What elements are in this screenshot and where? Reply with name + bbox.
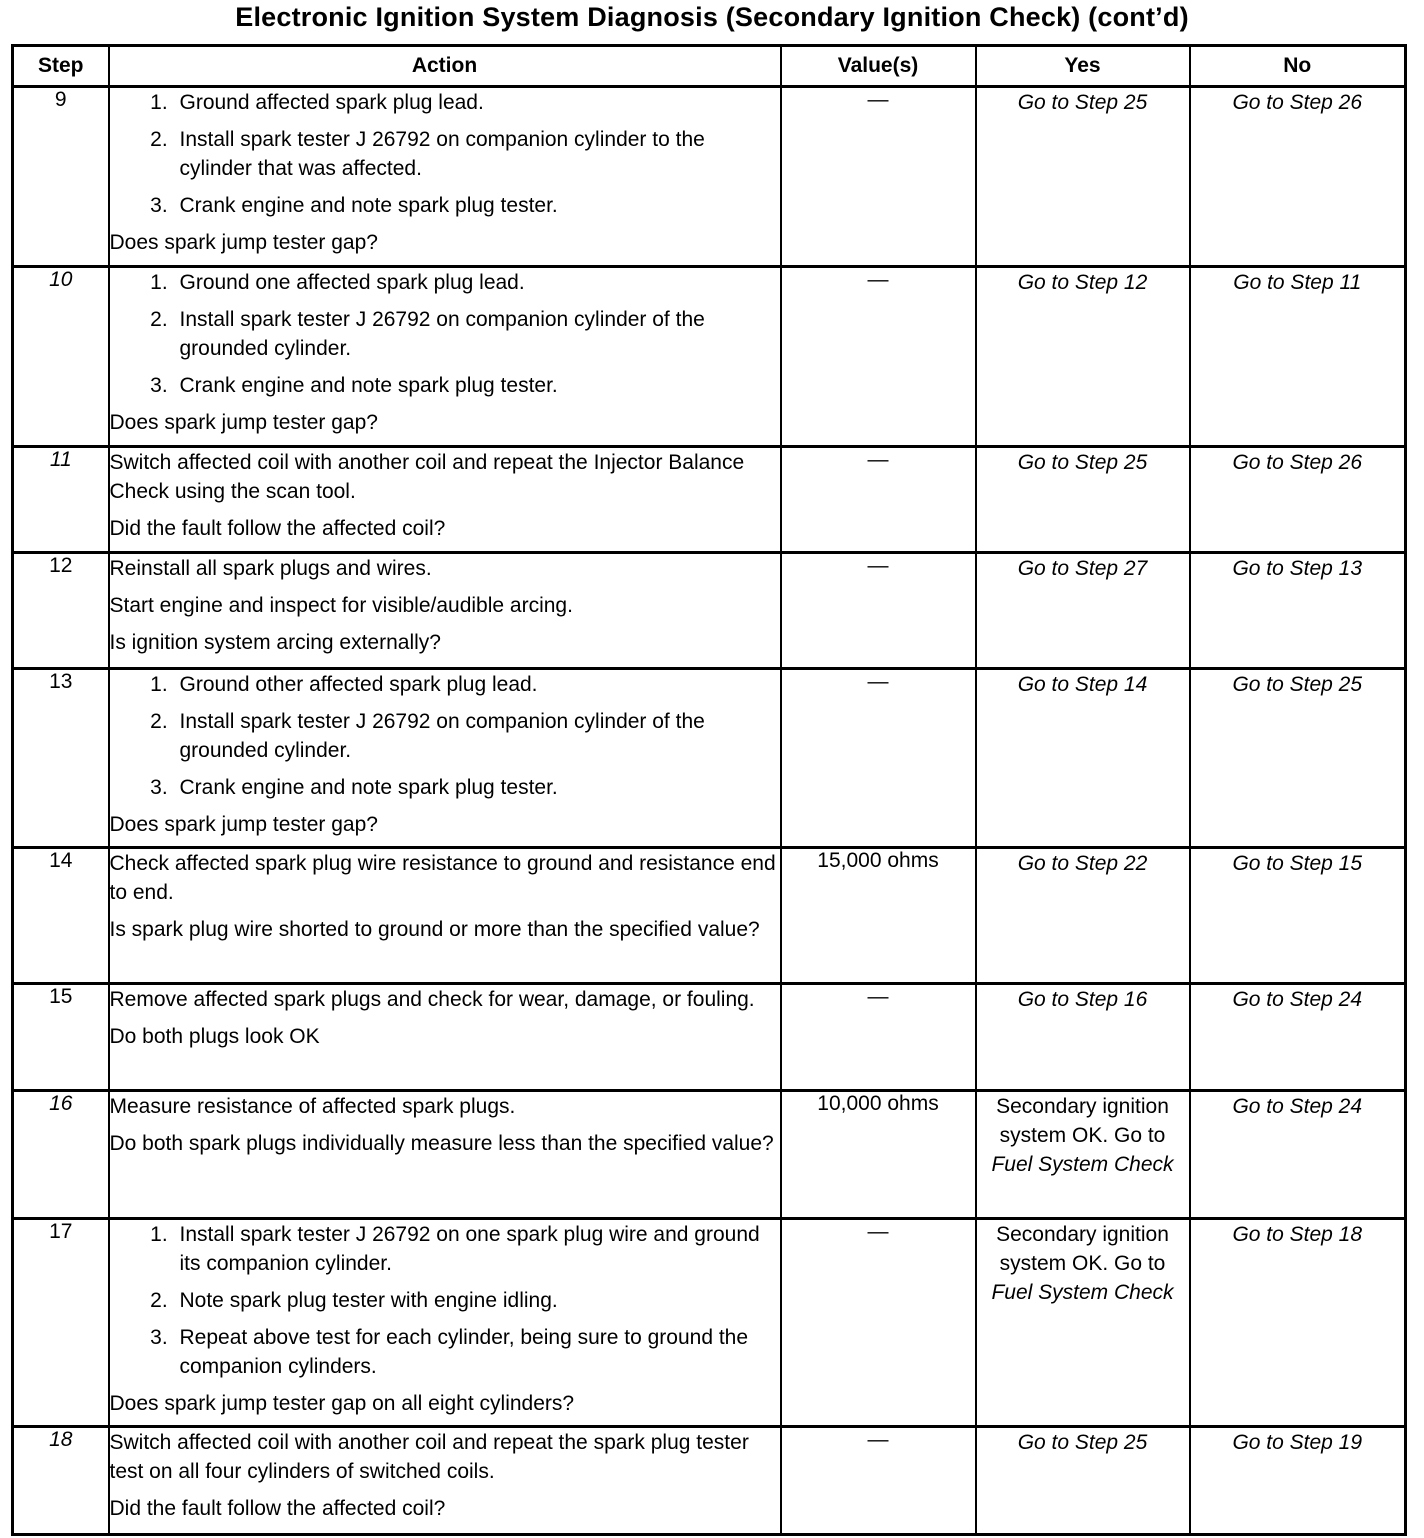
action-question: Is spark plug wire shorted to ground or more than the specified value? [109,918,760,941]
action-list [110,268,780,400]
fuel-system-check-link[interactable]: Fuel System Check [991,1281,1174,1304]
action-text: Check affected spark plug wire resistance to ground and resistance end to end. [109,852,776,904]
action-question: Do both plugs look OK [109,1025,320,1048]
action-text: Measure resistance of affected spark plugs. [109,1095,516,1118]
step-number: 16 [13,1091,109,1219]
action-item: 3. Crank engine and note spark plug tester. [174,371,780,400]
action-question: Did the fault follow the affected coil? [109,517,446,540]
action-question: Is ignition system arcing externally? [109,631,441,654]
action-item: 2. Note spark plug tester with engine idling. [174,1286,780,1315]
action-cell [109,267,781,447]
action-question: Does spark jump tester gap on all eight cylinders? [109,1392,575,1415]
step-number: 14 [13,848,109,984]
no-cell: Go to Step 13 [1190,553,1406,669]
header-row [13,46,1406,87]
value-cell: — [781,669,976,848]
step-number: 11 [13,447,109,553]
yes-cell: Go to Step 27 [976,553,1190,669]
action-text: Start engine and inspect for visible/audible arcing. [109,594,573,617]
no-cell: Go to Step 11 [1190,267,1406,447]
header-action: Action [109,46,781,87]
no-cell: Go to Step 24 [1190,984,1406,1091]
action-text: Switch affected coil with another coil and repeat the Injector Balance Check using the scan tool. [109,451,745,503]
diagnosis-table [11,44,1407,1536]
table-row [13,553,1406,669]
table-row [13,669,1406,848]
yes-cell: Go to Step 25 [976,87,1190,267]
step-number: 12 [13,553,109,669]
value-cell: — [781,1427,976,1535]
action-text: Remove affected spark plugs and check for wear, damage, or fouling. [109,988,755,1011]
no-cell: Go to Step 26 [1190,87,1406,267]
table-row [13,1219,1406,1427]
action-item: 2. Install spark tester J 26792 on companion cylinder of the grounded cylinder. [174,305,780,363]
yes-cell [976,1219,1190,1427]
action-cell [109,1427,781,1535]
yes-text: Secondary ignition system OK. Go to [996,1223,1169,1275]
action-cell [109,447,781,553]
action-item: 2. Install spark tester J 26792 on companion cylinder to the cylinder that was affected. [174,125,780,183]
action-cell [109,87,781,267]
step-number: 18 [13,1427,109,1535]
yes-text: Secondary ignition system OK. Go to [996,1095,1169,1147]
page-title: Electronic Ignition System Diagnosis (Secondary Ignition Check) (cont’d) [235,2,1189,32]
step-number: 9 [13,87,109,267]
header-step: Step [13,46,109,87]
action-cell [109,669,781,848]
table-row [13,984,1406,1091]
action-question: Does spark jump tester gap? [109,813,378,836]
table-row [13,87,1406,267]
value-cell: 10,000 ohms [781,1091,976,1219]
action-question: Does spark jump tester gap? [109,231,378,254]
no-cell: Go to Step 26 [1190,447,1406,553]
step-number: 15 [13,984,109,1091]
yes-cell [976,1091,1190,1219]
header-values: Value(s) [781,46,976,87]
action-item: 3. Crank engine and note spark plug tester. [174,191,780,220]
value-cell: 15,000 ohms [781,848,976,984]
action-text: Switch affected coil with another coil and repeat the spark plug tester test on all four cylinders of switched coils. [109,1431,749,1483]
value-cell: — [781,87,976,267]
header-yes: Yes [976,46,1190,87]
table-row [13,267,1406,447]
value-cell: — [781,267,976,447]
action-cell [109,1091,781,1219]
action-item: 1. Ground affected spark plug lead. [174,88,780,117]
value-cell: — [781,447,976,553]
value-cell: — [781,553,976,669]
action-item: 2. Install spark tester J 26792 on companion cylinder of the grounded cylinder. [174,707,780,765]
action-list [110,88,780,220]
yes-cell: Go to Step 25 [976,447,1190,553]
table-row [13,1427,1406,1535]
action-text: Reinstall all spark plugs and wires. [109,557,432,580]
action-cell [109,984,781,1091]
action-cell [109,553,781,669]
no-cell: Go to Step 24 [1190,1091,1406,1219]
action-item: 3. Repeat above test for each cylinder, being sure to ground the companion cylinders. [174,1323,780,1381]
action-cell [109,848,781,984]
value-cell: — [781,984,976,1091]
no-cell: Go to Step 18 [1190,1219,1406,1427]
action-question: Do both spark plugs individually measure less than the specified value? [109,1132,774,1155]
table-row [13,447,1406,553]
yes-cell: Go to Step 22 [976,848,1190,984]
no-cell: Go to Step 15 [1190,848,1406,984]
step-number: 10 [13,267,109,447]
action-item: 3. Crank engine and note spark plug tester. [174,773,780,802]
yes-cell: Go to Step 25 [976,1427,1190,1535]
action-item: 1. Ground other affected spark plug lead. [174,670,780,699]
table-row [13,1091,1406,1219]
step-number: 17 [13,1219,109,1427]
action-question: Did the fault follow the affected coil? [109,1497,446,1520]
header-no: No [1190,46,1406,87]
step-number: 13 [13,669,109,848]
no-cell: Go to Step 19 [1190,1427,1406,1535]
yes-cell: Go to Step 14 [976,669,1190,848]
action-cell [109,1219,781,1427]
yes-cell: Go to Step 12 [976,267,1190,447]
yes-cell: Go to Step 16 [976,984,1190,1091]
action-item: 1. Install spark tester J 26792 on one spark plug wire and ground its companion cylinder. [174,1220,780,1278]
action-list [110,1220,780,1381]
action-question: Does spark jump tester gap? [109,411,378,434]
value-cell: — [781,1219,976,1427]
fuel-system-check-link[interactable]: Fuel System Check [991,1153,1174,1176]
action-list [110,670,780,802]
table-row [13,848,1406,984]
action-item: 1. Ground one affected spark plug lead. [174,268,780,297]
no-cell: Go to Step 25 [1190,669,1406,848]
